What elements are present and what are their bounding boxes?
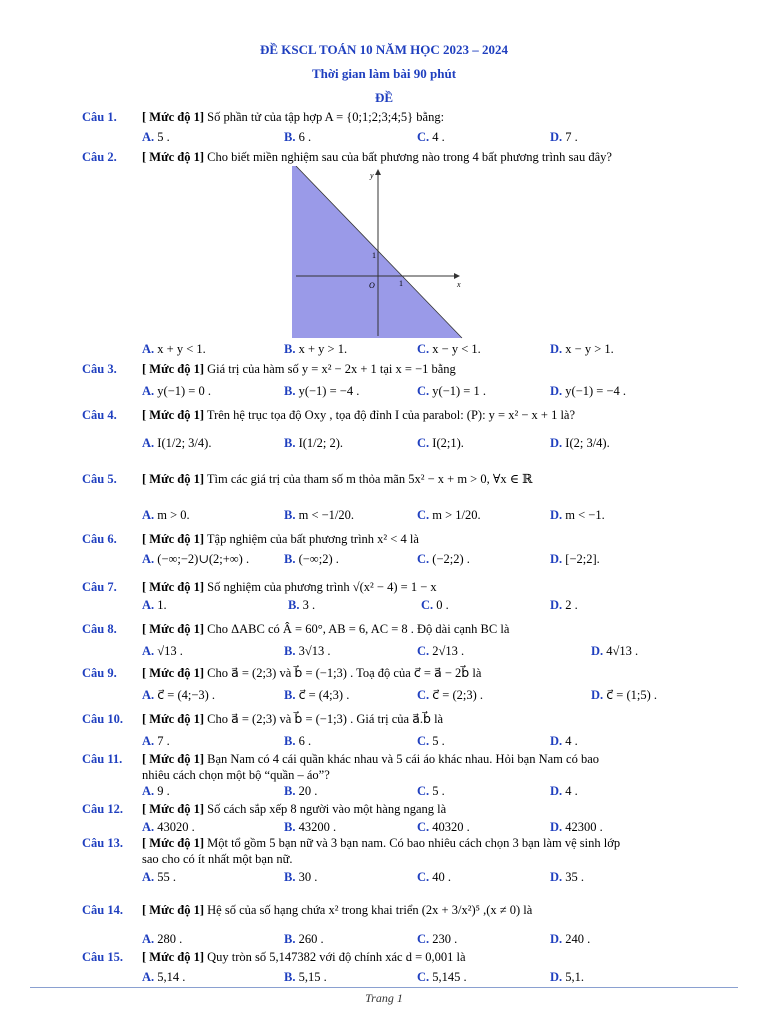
option-letter: B.: [284, 384, 296, 398]
answer-option[interactable]: [550, 734, 578, 749]
option-value: y(−1) = −4 .: [565, 384, 627, 398]
option-letter: B.: [284, 970, 296, 984]
question-stem: [142, 472, 533, 487]
answer-option[interactable]: [284, 870, 317, 885]
option-value: 5 .: [157, 130, 170, 144]
answer-option[interactable]: [550, 384, 626, 399]
difficulty-level: [ Mức độ 1]: [142, 752, 204, 766]
option-value: 43200 .: [298, 820, 337, 834]
option-letter: D.: [550, 342, 563, 356]
option-value: c⃗ = (4;−3) .: [157, 688, 216, 702]
question-number: Câu 10.: [82, 712, 123, 726]
answer-option[interactable]: [284, 820, 336, 835]
option-letter: A.: [142, 436, 155, 450]
difficulty-level: [ Mức độ 1]: [142, 802, 204, 816]
difficulty-level: [ Mức độ 1]: [142, 666, 204, 680]
question-stem: [142, 362, 456, 377]
question-stem: [142, 408, 575, 423]
question-number: Câu 11.: [82, 752, 123, 766]
option-letter: D.: [550, 870, 563, 884]
option-letter: A.: [142, 508, 155, 522]
answer-option[interactable]: [550, 820, 603, 835]
question-text: Số nghiệm của phương trình √(x² − 4) = 1 − x: [204, 580, 437, 594]
question-number: Câu 14.: [82, 903, 123, 917]
exam-title: ĐỀ KSCL TOÁN 10 NĂM HỌC 2023 – 2024: [260, 42, 508, 57]
y-axis-label: y: [370, 171, 374, 180]
option-value: m > 1/20.: [432, 508, 481, 522]
option-value: 5 .: [432, 734, 445, 748]
question-text: Cho a⃗ = (2;3) và b⃗ = (−1;3) . Toạ độ của c⃗ = a⃗ − 2b⃗ là: [204, 666, 482, 680]
question-text: Cho biết miền nghiệm sau của bất phương nào trong 4 bất phương trình sau đây?: [204, 150, 612, 164]
option-letter: C.: [417, 384, 430, 398]
option-value: 9 .: [157, 784, 170, 798]
option-letter: D.: [550, 970, 563, 984]
option-value: m > 0.: [157, 508, 190, 522]
answer-option[interactable]: [417, 436, 464, 451]
option-value: x + y > 1.: [298, 342, 348, 356]
option-letter: D.: [550, 508, 563, 522]
question-text: Tìm các giá trị của tham số m thỏa mãn 5x² − x + m > 0, ∀x ∈ ℝ: [204, 472, 533, 486]
option-letter: D.: [550, 734, 563, 748]
option-value: I(2;1).: [432, 436, 464, 450]
option-letter: B.: [284, 644, 296, 658]
option-value: 4 .: [432, 130, 445, 144]
option-value: c⃗ = (1;5) .: [606, 688, 658, 702]
option-letter: A.: [142, 384, 155, 398]
option-letter: B.: [284, 688, 296, 702]
difficulty-level: [ Mức độ 1]: [142, 110, 204, 124]
option-value: 4√13 .: [606, 644, 639, 658]
exam-duration: Thời gian làm bài 90 phút: [311, 66, 457, 81]
answer-option[interactable]: [550, 784, 578, 799]
option-letter: B.: [284, 552, 296, 566]
answer-option[interactable]: [142, 784, 170, 799]
answer-option[interactable]: [284, 130, 311, 145]
option-letter: A.: [142, 130, 155, 144]
option-letter: C.: [417, 734, 430, 748]
answer-option[interactable]: [417, 342, 481, 357]
difficulty-level: [ Mức độ 1]: [142, 532, 204, 546]
question-number: Câu 12.: [82, 802, 123, 816]
answer-option[interactable]: [550, 870, 584, 885]
difficulty-level: [ Mức độ 1]: [142, 712, 204, 726]
question-stem: [142, 802, 446, 817]
option-value: 6 .: [298, 734, 312, 748]
question-number: Câu 4.: [82, 408, 117, 422]
question-number: Câu 1.: [82, 110, 117, 124]
answer-option[interactable]: [550, 508, 605, 523]
option-value: m < −1.: [565, 508, 605, 522]
question-stem: [142, 752, 599, 767]
answer-option[interactable]: [417, 552, 470, 567]
answer-option[interactable]: [417, 130, 445, 145]
option-letter: A.: [142, 644, 155, 658]
y-axis-arrow: [375, 169, 381, 175]
footer-divider: [30, 987, 738, 988]
question-text: Giá trị của hàm số y = x² − 2x + 1 tại x = −1 bằng: [204, 362, 456, 376]
option-letter: A.: [142, 932, 155, 946]
option-letter: C.: [417, 552, 430, 566]
option-letter: C.: [417, 644, 430, 658]
answer-option[interactable]: [284, 384, 359, 399]
option-letter: C.: [417, 820, 430, 834]
option-value: 35 .: [565, 870, 585, 884]
answer-option[interactable]: [284, 552, 339, 567]
question-text: Cho a⃗ = (2;3) và b⃗ = (−1;3) . Giá trị của a⃗.b⃗ là: [204, 712, 444, 726]
answer-option[interactable]: [550, 436, 610, 451]
answer-option[interactable]: [417, 644, 464, 659]
answer-option[interactable]: [142, 508, 190, 523]
answer-option[interactable]: [288, 598, 315, 613]
option-value: 5,14 .: [157, 970, 186, 984]
option-value: 20 .: [298, 784, 318, 798]
answer-option[interactable]: [142, 342, 206, 357]
option-value: 55 .: [157, 870, 177, 884]
page-number: Trang 1: [365, 991, 403, 1005]
shaded-region: [292, 166, 462, 338]
option-value: 40320 .: [432, 820, 470, 834]
option-letter: C.: [417, 130, 430, 144]
difficulty-level: [ Mức độ 1]: [142, 150, 204, 164]
option-value: 5,145 .: [432, 970, 467, 984]
question-text: Số phần tử của tập hợp A = {0;1;2;3;4;5} bằng:: [204, 110, 445, 124]
option-value: 3 .: [302, 598, 316, 612]
x-axis-arrow: [454, 273, 460, 279]
question-stem: [142, 580, 437, 595]
question-number: Câu 9.: [82, 666, 117, 680]
option-letter: B.: [284, 436, 296, 450]
option-value: I(1/2; 3/4).: [157, 436, 212, 450]
option-letter: C.: [417, 870, 430, 884]
question-number: Câu 8.: [82, 622, 117, 636]
answer-option[interactable]: [284, 784, 317, 799]
answer-option[interactable]: [591, 644, 638, 659]
answer-option[interactable]: [284, 508, 354, 523]
question-stem: [142, 150, 612, 165]
option-letter: A.: [142, 342, 155, 356]
question-stem: [142, 666, 481, 681]
option-value: 7 .: [565, 130, 578, 144]
option-value: 30 .: [298, 870, 318, 884]
difficulty-level: [ Mức độ 1]: [142, 408, 204, 422]
question-stem: [142, 622, 509, 637]
option-value: 7 .: [157, 734, 170, 748]
option-value: 230 .: [432, 932, 458, 946]
option-letter: B.: [284, 932, 296, 946]
answer-option[interactable]: [421, 598, 449, 613]
option-value: I(1/2; 2).: [298, 436, 344, 450]
answer-option[interactable]: [142, 970, 185, 985]
option-value: x + y < 1.: [157, 342, 206, 356]
option-letter: D.: [550, 384, 563, 398]
option-letter: C.: [417, 932, 430, 946]
answer-option[interactable]: [142, 598, 167, 613]
question-text-continued: sao cho có ít nhất một bạn nữ.: [142, 852, 293, 866]
answer-option[interactable]: [142, 820, 195, 835]
difficulty-level: [ Mức độ 1]: [142, 622, 204, 636]
option-value: 280 .: [157, 932, 183, 946]
option-value: (−2;2) .: [432, 552, 470, 566]
answer-option[interactable]: [417, 932, 457, 947]
question-stem: [142, 903, 532, 918]
option-value: y(−1) = 0 .: [157, 384, 211, 398]
difficulty-level: [ Mức độ 1]: [142, 836, 204, 850]
question-number: Câu 6.: [82, 532, 117, 546]
option-value: 260 .: [298, 932, 324, 946]
answer-option[interactable]: [142, 870, 176, 885]
answer-option[interactable]: [417, 970, 467, 985]
option-value: 2 .: [565, 598, 578, 612]
option-letter: A.: [142, 552, 155, 566]
option-value: 40 .: [432, 870, 452, 884]
option-value: x − y > 1.: [565, 342, 614, 356]
option-letter: B.: [284, 820, 296, 834]
option-letter: D.: [550, 552, 563, 566]
option-letter: B.: [284, 734, 296, 748]
answer-option[interactable]: [142, 644, 183, 659]
difficulty-level: [ Mức độ 1]: [142, 950, 204, 964]
answer-option[interactable]: [417, 870, 451, 885]
option-letter: C.: [417, 436, 430, 450]
answer-option[interactable]: [142, 384, 211, 399]
answer-option[interactable]: [142, 436, 211, 451]
option-letter: C.: [417, 508, 430, 522]
answer-option[interactable]: [550, 598, 578, 613]
option-value: x − y < 1.: [432, 342, 481, 356]
answer-option[interactable]: [417, 508, 481, 523]
question-text: Quy tròn số 5,147382 với độ chính xác d = 0,001 là: [204, 950, 466, 964]
option-value: 5 .: [432, 784, 445, 798]
option-letter: B.: [284, 784, 296, 798]
question-number: Câu 15.: [82, 950, 123, 964]
option-letter: B.: [284, 342, 296, 356]
option-value: 3√13 .: [298, 644, 331, 658]
answer-option[interactable]: [284, 734, 311, 749]
option-value: 5,1.: [565, 970, 585, 984]
question-stem: [142, 950, 466, 965]
y-one-label: 1: [372, 251, 376, 260]
question-stem: [142, 532, 419, 547]
option-value: m < −1/20.: [298, 508, 355, 522]
option-letter: B.: [284, 130, 296, 144]
question-text: Số cách sắp xếp 8 người vào một hàng ngang là: [204, 802, 447, 816]
answer-option[interactable]: [417, 820, 470, 835]
answer-option[interactable]: [284, 342, 347, 357]
option-letter: A.: [142, 598, 155, 612]
option-letter: D.: [550, 130, 563, 144]
answer-option[interactable]: [284, 688, 349, 703]
option-value: c⃗ = (4;3) .: [298, 688, 350, 702]
answer-option[interactable]: [591, 688, 657, 703]
option-letter: D.: [591, 644, 604, 658]
option-letter: D.: [550, 932, 563, 946]
difficulty-level: [ Mức độ 1]: [142, 580, 204, 594]
difficulty-level: [ Mức độ 1]: [142, 903, 204, 917]
option-letter: A.: [142, 970, 155, 984]
answer-option[interactable]: [550, 130, 578, 145]
option-value: 2√13 .: [432, 644, 465, 658]
option-value: [−2;2].: [565, 552, 600, 566]
option-value: 43020 .: [157, 820, 195, 834]
difficulty-level: [ Mức độ 1]: [142, 472, 204, 486]
answer-option[interactable]: [417, 784, 445, 799]
answer-option[interactable]: [284, 436, 343, 451]
option-value: 42300 .: [565, 820, 603, 834]
exam-heading: ĐỀ: [374, 90, 394, 105]
question-stem: [142, 712, 443, 727]
answer-option[interactable]: [284, 644, 330, 659]
option-letter: D.: [550, 436, 563, 450]
option-letter: A.: [142, 820, 155, 834]
question-text: Trên hệ trục tọa độ Oxy , tọa độ đỉnh I của parabol: (P): y = x² − x + 1 là?: [204, 408, 576, 422]
question-number: Câu 7.: [82, 580, 117, 594]
x-one-label: 1: [399, 279, 403, 288]
answer-option[interactable]: [142, 552, 249, 567]
answer-option[interactable]: [417, 384, 486, 399]
option-letter: C.: [417, 688, 430, 702]
question-text-continued: nhiêu cách chọn một bộ “quần – áo”?: [142, 768, 330, 782]
answer-option[interactable]: [284, 970, 327, 985]
option-letter: C.: [421, 598, 434, 612]
answer-option[interactable]: [550, 552, 600, 567]
option-value: 4 .: [565, 734, 578, 748]
option-value: 1.: [157, 598, 167, 612]
answer-option[interactable]: [142, 688, 215, 703]
option-letter: D.: [550, 820, 563, 834]
option-value: √13 .: [157, 644, 183, 658]
option-value: c⃗ = (2;3) .: [432, 688, 484, 702]
option-letter: C.: [417, 342, 430, 356]
option-value: 4 .: [565, 784, 578, 798]
option-letter: B.: [288, 598, 300, 612]
option-value: 5,15 .: [298, 970, 327, 984]
question-text: Một tổ gồm 5 bạn nữ và 3 bạn nam. Có bao nhiêu cách chọn 3 bạn làm vệ sinh lớp: [204, 836, 621, 850]
answer-option[interactable]: [417, 688, 483, 703]
answer-option[interactable]: [142, 734, 170, 749]
question-stem: [142, 110, 444, 125]
option-value: (−∞;−2)∪(2;+∞) .: [157, 552, 250, 566]
answer-option[interactable]: [284, 932, 324, 947]
option-letter: A.: [142, 688, 155, 702]
question-number: Câu 3.: [82, 362, 117, 376]
solution-region-graph: [292, 166, 464, 340]
option-value: y(−1) = 1 .: [432, 384, 486, 398]
origin-label: O: [369, 281, 375, 290]
option-value: I(2; 3/4).: [565, 436, 610, 450]
option-letter: C.: [417, 970, 430, 984]
answer-option[interactable]: [142, 130, 170, 145]
question-number: Câu 13.: [82, 836, 123, 850]
option-value: 6 .: [298, 130, 312, 144]
answer-option[interactable]: [550, 932, 590, 947]
question-number: Câu 5.: [82, 472, 117, 486]
question-text: Hệ số của số hạng chứa x² trong khai triển (2x + 3/x²)⁵ ,(x ≠ 0) là: [204, 903, 533, 917]
option-letter: D.: [550, 784, 563, 798]
option-value: 240 .: [565, 932, 591, 946]
option-letter: A.: [142, 784, 155, 798]
option-value: y(−1) = −4 .: [298, 384, 360, 398]
option-letter: C.: [417, 784, 430, 798]
answer-option[interactable]: [550, 342, 614, 357]
option-letter: D.: [591, 688, 604, 702]
option-value: (−∞;2) .: [298, 552, 339, 566]
option-value: 0 .: [436, 598, 449, 612]
question-text: Tập nghiệm của bất phương trình x² < 4 là: [204, 532, 419, 546]
answer-option[interactable]: [550, 970, 584, 985]
answer-option[interactable]: [142, 932, 182, 947]
question-text: Bạn Nam có 4 cái quần khác nhau và 5 cái áo khác nhau. Hỏi bạn Nam có bao: [204, 752, 599, 766]
option-letter: D.: [550, 598, 563, 612]
question-stem: [142, 836, 620, 851]
answer-option[interactable]: [417, 734, 445, 749]
option-letter: A.: [142, 870, 155, 884]
question-text: Cho ΔABC có Â = 60°, AB = 6, AC = 8 . Độ dài cạnh BC là: [204, 622, 510, 636]
option-letter: B.: [284, 870, 296, 884]
difficulty-level: [ Mức độ 1]: [142, 362, 204, 376]
x-axis-label: x: [457, 280, 461, 289]
question-number: Câu 2.: [82, 150, 117, 164]
option-letter: A.: [142, 734, 155, 748]
option-letter: B.: [284, 508, 296, 522]
